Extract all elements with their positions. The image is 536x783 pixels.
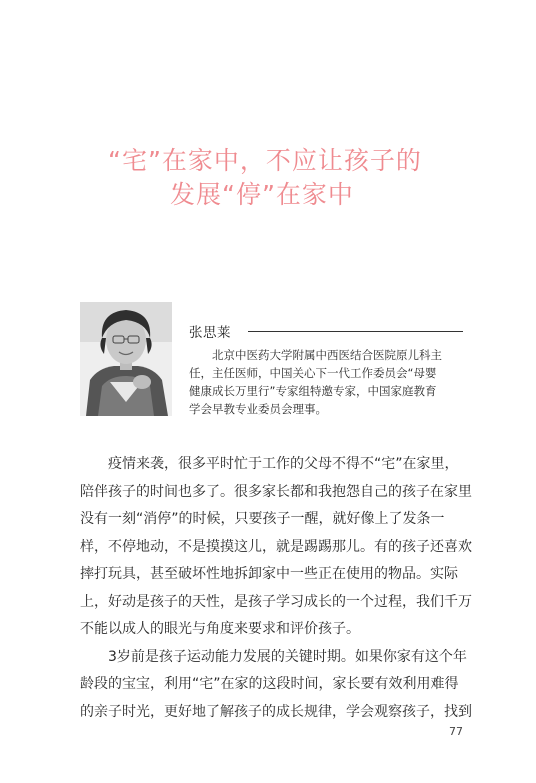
author-bio-line: 任，主任医师，中国关心下一代工作委员会“母婴 [189, 366, 437, 380]
body-line: 摔打玩具，甚至破坏性地拆卸家中一些正在使用的物品。实际 [80, 566, 458, 582]
author-bio-line: 学会早教专业委员会理事。 [189, 402, 327, 416]
body-line: 不能以成人的眼光与角度来要求和评价孩子。 [80, 621, 360, 637]
body-line: 3岁前是孩子运动能力发展的关键时期。如果你家有这个年 [108, 648, 467, 665]
body-line: 龄段的宝宝，利用“宅”在家的这段时间，家长要有效利用难得 [80, 676, 459, 692]
body-line: 陪伴孩子的时间也多了。很多家长都和我抱怨自己的孩子在家里 [80, 483, 472, 500]
author-bio-line: 健康成长万里行”专家组特邀专家，中国家庭教育 [189, 384, 437, 398]
body-line: 疫情来袭，很多平时忙于工作的父母不得不“宅”在家里， [108, 456, 459, 472]
author-divider [248, 331, 463, 332]
author-bio [189, 346, 471, 418]
chapter-title-line-2: 发展“停”在家中 [170, 180, 354, 209]
author-name: 张思莱 [189, 325, 231, 341]
article-body [80, 451, 470, 726]
body-line: 没有一刻“消停”的时候，只要孩子一醒，就好像上了发条一 [80, 511, 445, 527]
body-line: 的亲子时光，更好地了解孩子的成长规律，学会观察孩子，找到 [80, 703, 472, 720]
body-line: 样，不停地动，不是摸摸这儿，就是踢踢那儿。有的孩子还喜欢 [80, 538, 472, 555]
chapter-title-line-1: “宅”在家中，不应让孩子的 [108, 146, 422, 175]
page-number: 77 [449, 725, 463, 738]
body-line: 上，好动是孩子的天性，是孩子学习成长的一个过程，我们千万 [80, 593, 472, 610]
author-photo [80, 302, 172, 416]
author-bio-line: 北京中医药大学附属中西医结合医院原儿科主 [212, 348, 442, 362]
